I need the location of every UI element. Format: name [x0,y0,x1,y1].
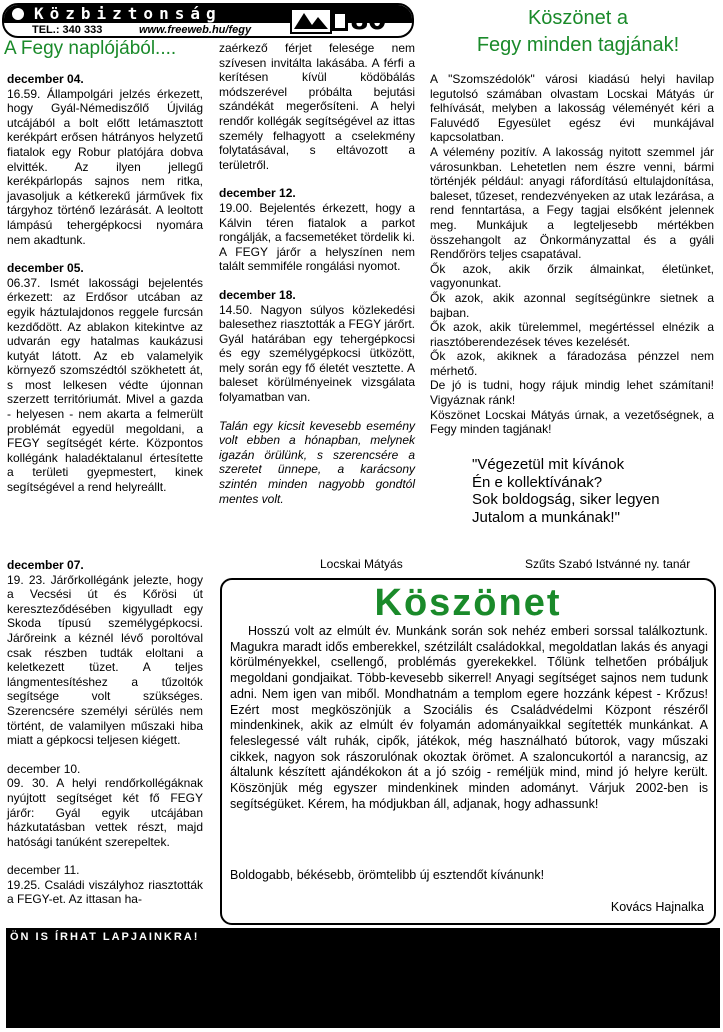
paragraph: Ők azok, akik őrzik álmainkat, életünket, vagyonunkat. [430,261,714,291]
entry-text: 16.59. Állampolgári jelzés érkezett, hogy Gyál-Némediszőlő Újvilág utcájából a bolt előtt letámasztott kerékpárt erősen hátrányos helyzetű fiatalok egy Robur platójára dobva elvitték. Az ilyen jellegű kerékpárlopás sajnos nem ritka, javasoljuk a kétkerekű járművek fix tárgyhoz történő lezárását. A leoltott lámpású tehergépkocsi nyomára nem akadtunk. [7,86,203,247]
logo-phone: TEL.: 340 333 [32,24,103,36]
entry-date: december 10. [7,761,81,776]
thanks-box-text [230,624,708,812]
paragraph: Köszönet Locskai Mátyás úrnak, a vezetőségnek, a Fegy minden tagjának! [430,407,714,437]
thanks-box [220,578,716,925]
entry-text: 19. 23. Járőrkollégánk jelezte, hogy a Vecsési út és Kőrösi út kereszteződésében kigyulladt egy Skoda típusú személygépkocsi. Járőreink a kéznél lévő poroltóval csak részben tudták eloltani a keletkezett tüzet. A teljes lángmentesítéshez a tűzoltók segítsége volt szükséges. Szerencsére személyi sérülés nem történt, de valamilyen műszaki hiba miatt a gépkocsi teljesen kiégett. [7,572,203,748]
thanks-heading-line: Köszönet a [527,7,629,29]
quote-poem [472,456,712,526]
diary-entry [7,762,203,850]
entry-text: 06.37. Ismét lakossági bejelentés érkezett: az Erdősor utcában az egyik háztulajdonos reggele furcsán kezdődött. Az ablakon kitekintve az udvarán egy hatalmas kaukázusi kutyát látott. Az eb valamelyik környező szomszédtól szökhetett át, s most lelkesen védte újonnan szerzett territóriumát. Mivel a gazda - helyesen - nem akarta a felmerült problémát egyedül megoldani, a FEGY segítségét kérte. Központos kollégánk haladéktalanul értesítette a területi gyepmestert, kinek segítségével a rend helyreállt. [7,275,203,495]
thanks-heading [440,5,716,59]
diary-entry-continued [219,41,415,172]
column-diary-1-lower [7,558,203,921]
logo-number: 80 [350,5,386,36]
badge-icon [10,6,26,22]
entry-date: december 11. [7,863,80,878]
paragraph: De jó is tudni, hogy rájuk mindig lehet számítani! Vigyáznak ránk! [430,378,714,408]
entry-date: december 12. [219,186,296,201]
footer-banner [6,928,720,1028]
quote-line: Én e kollektívának? [472,473,603,491]
paragraph: Ők azok, akik türelemmel, megértéssel elnézik a riasztóberendezések téves kezelését. [430,320,714,349]
footer-text: ÖN IS ÍRHAT LAPJAINKRA! [10,931,200,943]
entry-date: december 07. [7,558,84,572]
column-thanks [430,72,714,437]
quote-line: "Végezetül mit kívánok [472,456,625,473]
entry-text: zaérkező férjet felesége nem szívesen invitálta lakásába. A férfi a kerítésen kívül ködöbálás módszerével próbálta bejutási szándékát megerősíteni. A helyi rendőr kollégák segítségével az ittas személy felhagyott a cselekmény folytatásával, s eltávozott a területről. [219,41,415,172]
section-title: A Fegy naplójából.... [4,38,177,59]
paragraph: Ők azok, akiknek a fáradozása pénzzel nem mérhető. [430,349,714,378]
thanks-box-paragraph: Hosszú volt az elmúlt év. Munkánk során sok nehéz emberi sorssal találkoztunk. Magukra maradt idős emberekkel, szétzilált családokkal, megoldatlan lakás és anyagi körülményekkel, csellengő, problémás gyerekekkel. Tőlünk telhetően próbáljuk megoldani gondjaikat. Több-kevesebb sikerrel! Anyagi segítséget sajnos nem tudunk adni. Nem igen van miből. Mondhatnám a templom egere hozzánk képest - Krőzus! Ezért most megköszönjük a Szociális és Családvédelmi Központ részéről mindenkinek, akik az elmúlt év folyamán adományaikkal segítették munkánkat. A feleslegessé vált ruhák, cipők, játékok, még használható bútorok, vagy műszaki cikkek, nagyon sok rászorulónak okoztak örömet. A szaloncukortól a narancsig, az általunk készített ajándékokon át a jó szóig - reméljük mind, mind jó helyre került. Köszönjük még egyszer mindenkinek minden adományt. Várjuk 2002-ben is segítségüket. Kérem, ha módjukban áll, adjanak, hogy adhassunk! [230,624,708,811]
diary-entry [7,261,203,495]
diary-entry [219,186,415,274]
paragraph: A vélemény pozitív. A lakosság nyitott szemmel jár városunkban. Lehetetlen nem észre venni, bármi történjék például: anyagi ráfordítású eltulajdonítása, baleset, tűzeset, rendezvényeken az utak lezárása, a rend fenntartása, a Fegy tagjai elsőként jelennek meg. Munkájuk a legteljesebb mértékben összehangolt az Önkormányzattal és a gyáli Rendőrörs teljes csapatával. [430,144,714,262]
column-diary-2 [219,41,415,520]
entry-text: 19.00. Bejelentés érkezett, hogy a Kálvin téren fiatalok a parkot rongálják, a facsemetéket tördelik ki. A FEGY járőr a helyszínen nem talált semmiféle rongálási nyomot. [219,200,415,274]
signature-locskai: Locskai Mátyás [320,557,403,571]
quote-line: Jutalom a munkának!" [472,508,620,526]
entry-text: 14.50. Nagyon súlyos közlekedési balesethez riasztották a FEGY járőrt. Gyál határában egy tehergépkocsi és egy személygépkocsi ütközött, mely során egy fő életét vesztette. A baleset körülményeinek vizsgálata folyamatban van. [219,302,415,405]
entry-date: december 05. [7,261,84,276]
entry-date: december 04. [7,72,84,86]
column-diary-1 [7,72,203,509]
diary-entry [7,558,203,748]
diary-entry [219,288,415,405]
diary-entry [7,863,203,907]
masthead-logo [2,3,414,38]
quote-line: Sok boldogság, siker legyen [472,491,660,509]
thanks-box-signature: Kovács Hajnalka [610,900,704,914]
paragraph: A "Szomszédolók" városi kiadású helyi havilap legutolsó számában olvastam Locskai Mátyás úr felhívását, melyben a lakosság véleményét kéri a Faluvédő Egyesület egész évi munkájával kapcsolatban. [430,72,714,145]
thanks-heading-line: Fegy minden tagjának! [476,34,680,56]
entry-text: 09. 30. A helyi rendőrkollégáknak nyújtott segítséget két fő FEGY járőr: Gyál egyik utcájában házkutatásban vettek részt, majd hatósági tanúként szerepeltek. [7,776,203,849]
closing-note: Talán egy kicsit kevesebb esemény volt ebben a hónapban, melynek igazán örülünk, s szerencsére a szeretet ünnepe, a karácsony szintén minden nagyobb gondtól mentes volt. [219,418,415,506]
entry-text: 19.25. Családi viszályhoz riasztották a FEGY-et. Az ittasan ha- [7,877,203,907]
logo-website: www.freeweb.hu/fegy [139,24,252,36]
thanks-box-closing: Boldogabb, békésebb, örömtelibb új esztendőt kívánunk! [230,868,545,882]
paragraph: Ők azok, akik azonnal segítségünkre sietnek a bajban. [430,290,714,320]
diary-entry [7,72,203,247]
car-graphic-icon [290,7,350,35]
signature-szuts: Szűts Szabó Istvánné ny. tanár [525,557,691,571]
entry-date: december 18. [219,287,296,302]
logo-title: Közbiztonság [34,4,222,23]
thanks-box-title: Köszönet [374,582,562,624]
